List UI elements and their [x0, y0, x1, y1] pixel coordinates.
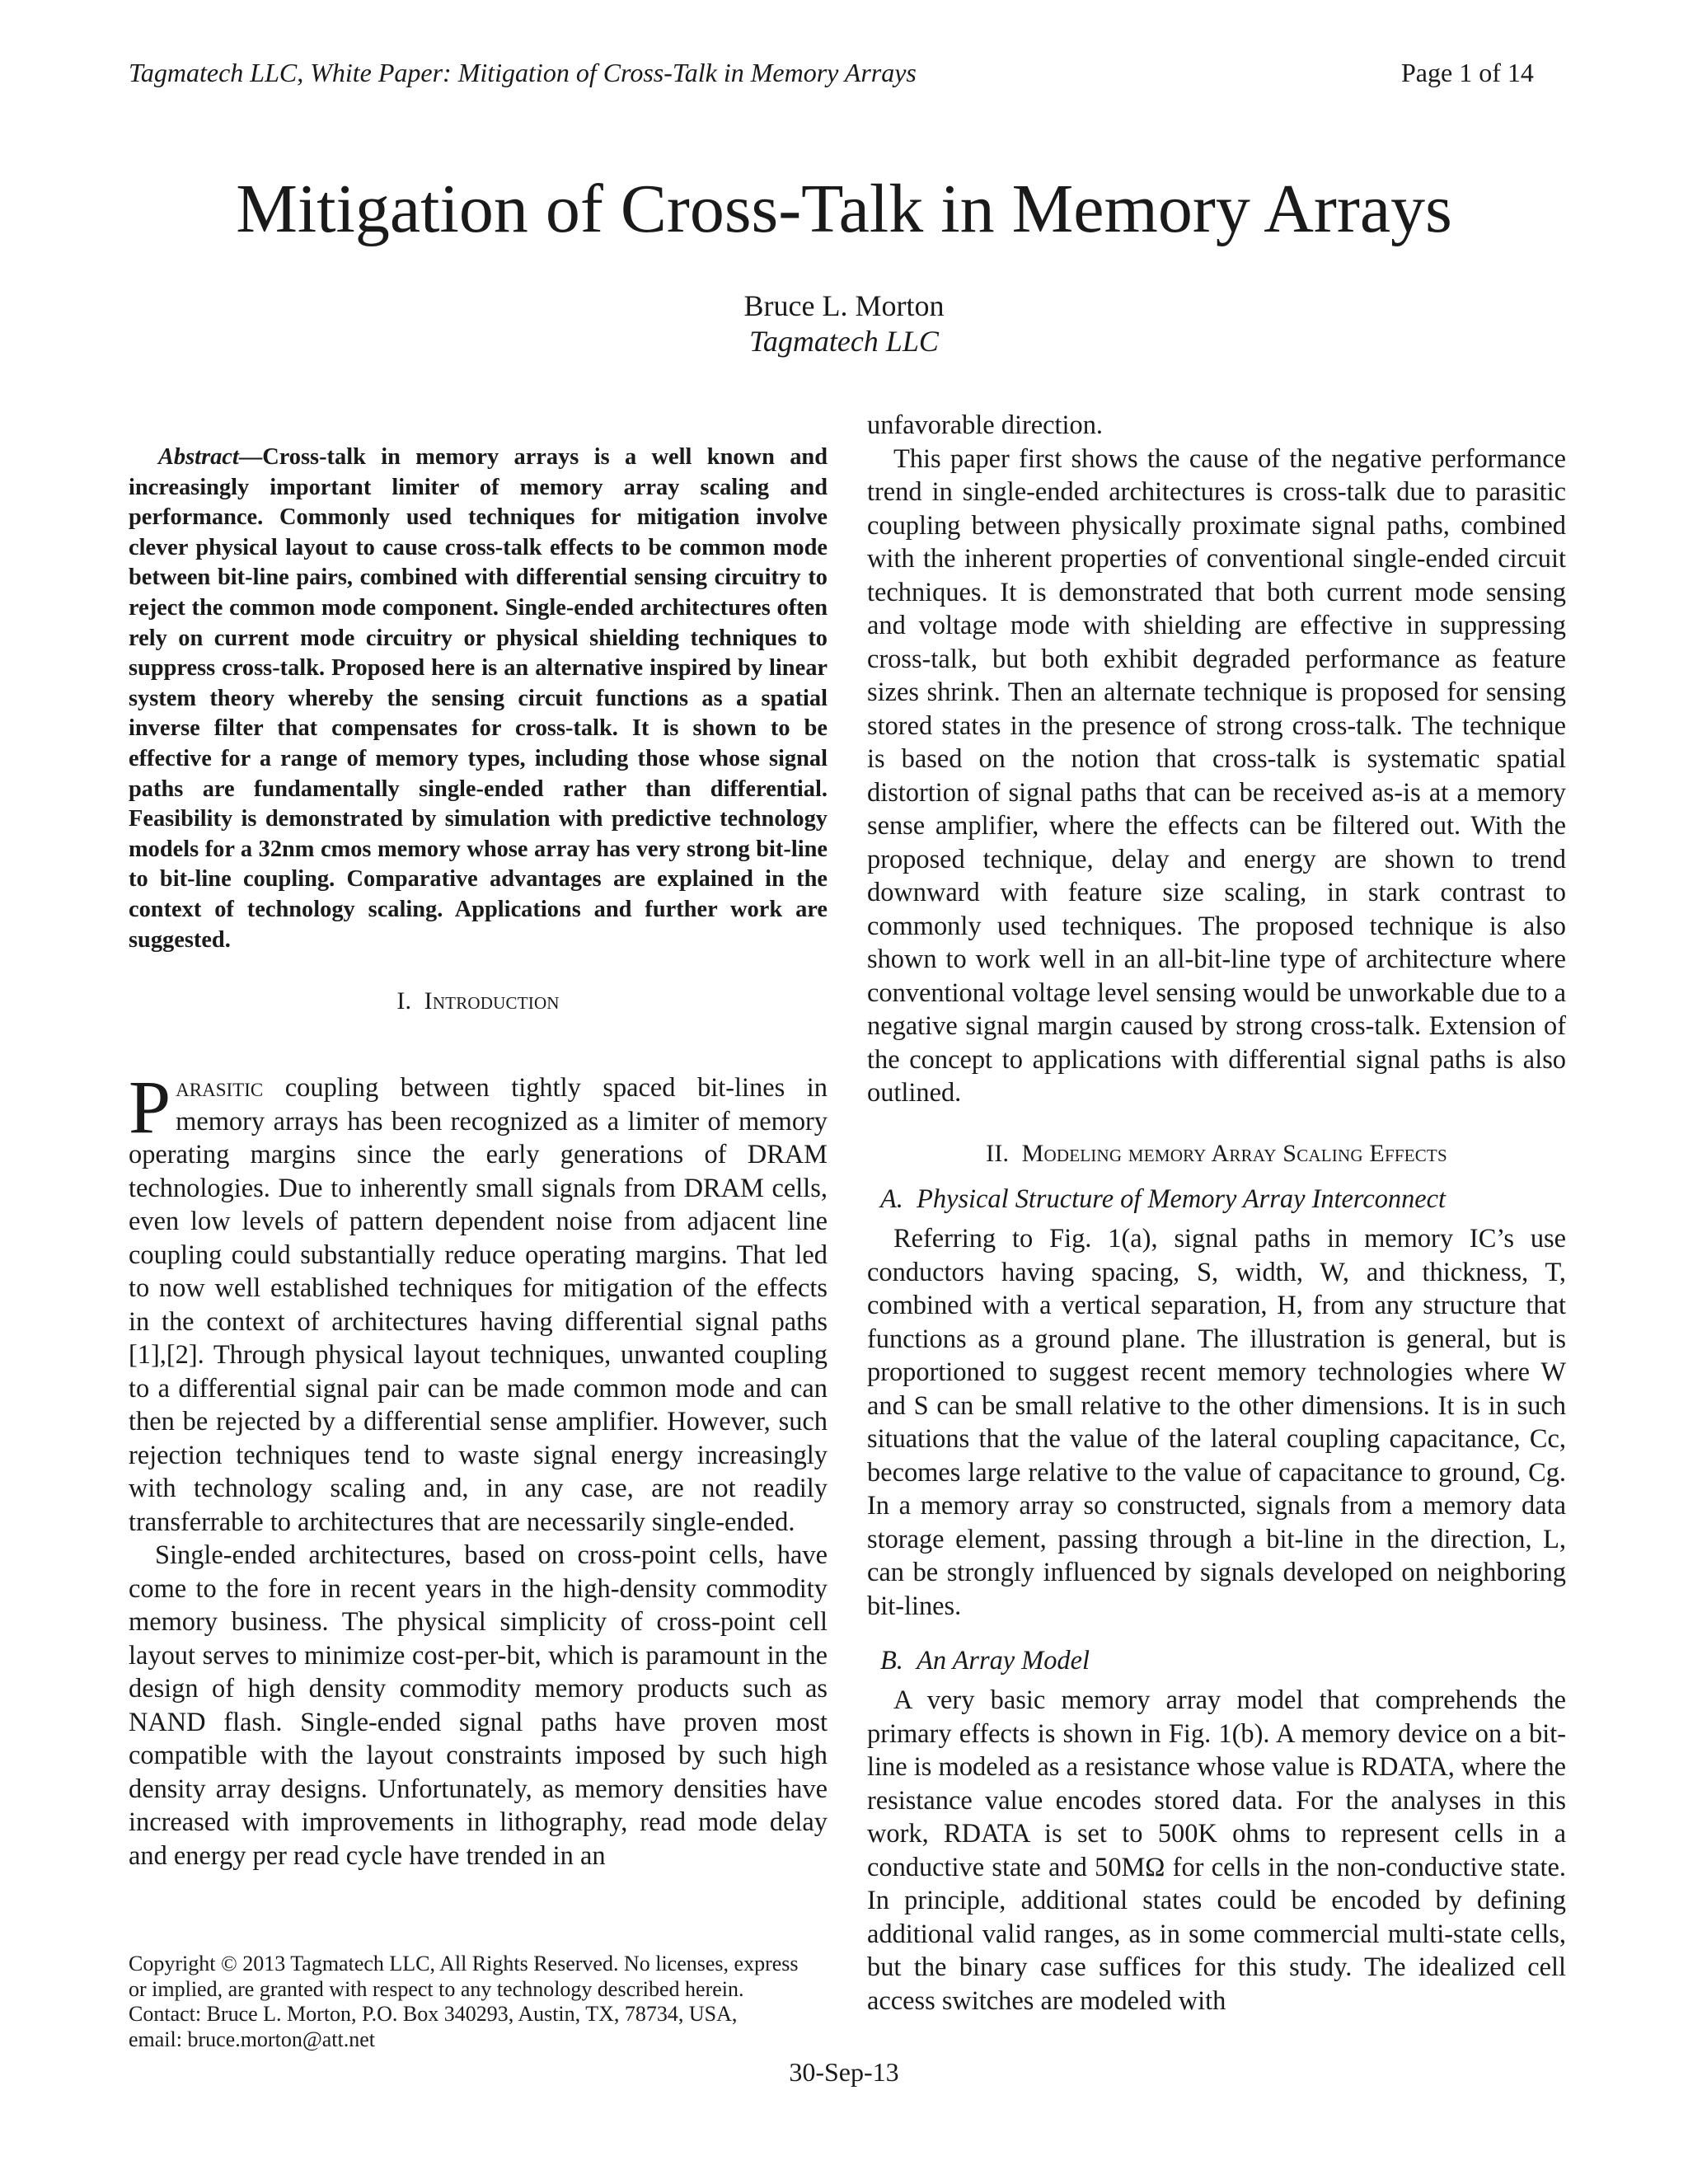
copyright-notice [129, 1952, 837, 2052]
author-name: Bruce L. Morton [743, 289, 945, 322]
section-title: Modeling memory Array Scaling Effects [1021, 1140, 1447, 1167]
abstract [129, 443, 828, 955]
copyright-line: Copyright © 2013 Tagmatech LLC, All Rights Reserved. No licenses, express [129, 1952, 799, 1975]
subsection-title: An Array Model [917, 1646, 1090, 1675]
contact-line: Contact: Bruce L. Morton, P.O. Box 340293, Austin, TX, 78734, USA, [129, 2002, 738, 2027]
page-number: Page 1 of 14 [1401, 58, 1534, 87]
subsection-b-body [867, 1684, 1566, 2018]
abstract-text: Cross-talk in memory arrays is a well known and increasingly important limiter of memory array scaling and performance. Commonly used techniques for mitigation involve clever physical layout to cause cross-talk effects to be common mode between bit-line pairs, combined with differential sensing circuitry to reject the common mode component. Single-ended architectures often rely on current mode circuitry or physical shielding techniques to suppress cross-talk. Proposed here is an alternative inspired by linear system theory whereby the sensing circuit functions as a spatial inverse filter that compensates for cross-talk. It is shown to be effective for a range of memory types, including those whose signal paths are fundamentally single-ended rather than differential. Feasibility is demonstrated by simulation with predictive technology models for a 32nm cmos memory whose array has very strong bit-line to bit-line coupling. Comparative advantages are explained in the context of technology scaling. Applications and further work are suggested. [129, 444, 828, 953]
drop-cap: P [129, 1065, 171, 1149]
copyright-line: or implied, are granted with respect to any technology described herein. [129, 1976, 744, 2001]
paragraph: Referring to Fig. 1(a), signal paths in memory IC’s use conductors having spacing, S, width, W, and thickness, T, combined with a vertical separation, H, from any structure that functions as a ground plane. The illustration is general, but is proportioned to suggest recent memory technologies where W and S can be small relative to the other dimensions. It is in such situations that the value of the lateral coupling capacitance, Cc, becomes large relative to the value of capacitance to ground, Cg. In a memory array so constructed, signals from a memory data storage element, passing through a bit-line in the direction, L, can be strongly influenced by signals developed on neighboring bit-lines. [867, 1224, 1566, 1621]
abstract-dash: — [238, 444, 263, 470]
abstract-label: Abstract [158, 444, 239, 470]
subsection-heading-a [880, 1184, 1579, 1215]
paragraph: unfavorable direction. [867, 410, 1103, 440]
footer-date: 30-Sep-13 [789, 2057, 899, 2087]
lead-in: arasitic [176, 1073, 264, 1103]
section-number: II. [986, 1140, 1010, 1167]
paper-title: Mitigation of Cross-Talk in Memory Arrays [236, 171, 1452, 247]
paragraph: Single-ended architectures, based on cross-point cells, have come to the fore in recent years in the high-density commodity memory business. The physical simplicity of cross-point cell layout serves to minimize cost-per-bit, which is paramount in the design of high density commodity memory products such as NAND flash. Single-ended signal paths have proven most compatible with the layout constraints imposed by such high density array designs. Unfortunately, as memory densities have increased with improvements in lithography, read mode delay and energy per read cycle have trended in an [129, 1540, 828, 1871]
author-affiliation: Tagmatech LLC [749, 325, 939, 358]
section-heading-modeling [867, 1140, 1566, 1168]
section-heading-introduction [129, 987, 828, 1015]
subsection-title: Physical Structure of Memory Array Interconnect [917, 1184, 1447, 1214]
introduction-body-continued [867, 409, 1566, 1110]
introduction-body [129, 1065, 828, 1872]
paragraph: This paper first shows the cause of the negative performance trend in single-ended architectures is cross-talk due to parasitic coupling between physically proximate signal paths, combined with the inherent properties of conventional single-ended circuit techniques. It is demonstrated that both current mode sensing and voltage mode with shielding are effective in suppressing cross-talk, but both exhibit degraded performance as feature sizes shrink. Then an alternate technique is proposed for sensing stored states in the presence of strong cross-talk. The technique is based on the notion that cross-talk is systematic spatial distortion of signal paths that can be received as-is at a memory sense amplifier, where the effects can be filtered out. With the proposed technique, delay and energy are shown to trend downward with feature size scaling, in stark contrast to commonly used techniques. The proposed technique is also shown to work well in an all-bit-line type of architecture where conventional voltage level sensing would be unworkable due to a negative signal margin caused by strong cross-talk. Extension of the concept to applications with differential signal paths is also outlined. [867, 443, 1566, 1108]
subsection-number: B. [880, 1646, 903, 1675]
section-number: I. [396, 987, 412, 1015]
subsection-a-body [867, 1222, 1566, 1623]
paragraph: A very basic memory array model that comprehends the primary effects is shown in Fig. 1(b). A memory device on a bit-line is modeled as a resistance whose value is RDATA, where the resistance value encodes stored data. For the analyses in this work, RDATA is set to 500K ohms to represent cells in a conductive state and 50MΩ for cells in the non-conductive state. In principle, additional states could be encoded by defining additional valid ranges, as in some commercial multi-state cells, but the binary case suffices for this study. The idealized cell access switches are modeled with [867, 1685, 1566, 2016]
subsection-heading-b [880, 1646, 1579, 1676]
paragraph-text: coupling between tightly spaced bit-lines in memory arrays has been recognized as a limiter of memory operating margins since the early generations of DRAM technologies. Due to inherently small signals from DRAM cells, even low levels of pattern dependent noise from adjacent line coupling could substantially reduce operating margins. That led to now well established techniques for mitigation of the effects in the context of architectures having differential signal paths [1],[2]. Through physical layout techniques, unwanted coupling to a differential signal pair can be made common mode and can then be rejected by a differential sense amplifier. However, such rejection techniques tend to waste signal energy increasingly with technology scaling and, in any case, are not readily transferrable to architectures that are necessarily single-ended. [129, 1073, 828, 1537]
paragraph [129, 1065, 828, 1539]
subsection-number: A. [880, 1184, 903, 1214]
running-header-title: Tagmatech LLC, White Paper: Mitigation of Cross-Talk in Memory Arrays [129, 58, 917, 87]
section-title: Introduction [424, 987, 560, 1015]
email-line: email: bruce.morton@att.net [129, 2027, 376, 2051]
